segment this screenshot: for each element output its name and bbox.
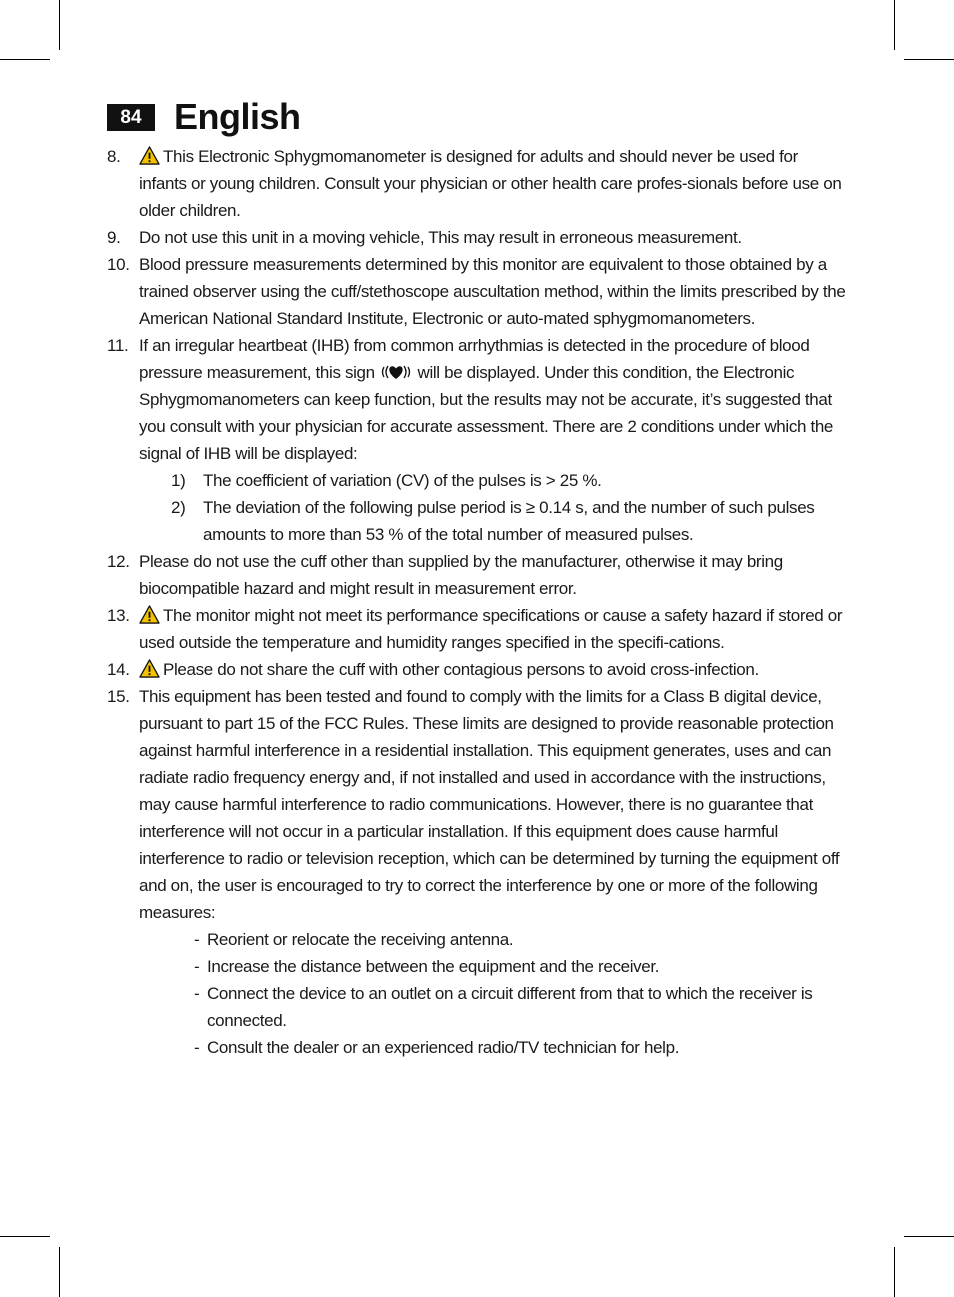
list-item — [107, 143, 849, 224]
item-text: The monitor might not meet its performance specifications or cause a safety hazard if stored or used outside the temperature and humidity ranges specified in the specifi-cations. — [139, 606, 843, 652]
measure-text: Reorient or relocate the receiving antenna. — [207, 930, 514, 949]
item-number: 11. — [107, 336, 129, 355]
list-item — [107, 224, 849, 251]
item-text: will be displayed. Under this condition, the Electronic Sphygmomanometers can keep function, but the results may not be accurate, it’s suggested that you consult with your physician for accurate assessment. There are 2 conditions under which the signal of IHB will be displayed: — [139, 363, 834, 463]
item-number: 9. — [107, 228, 121, 247]
list-item — [107, 656, 849, 683]
measure-text: Increase the distance between the equipment and the receiver. — [207, 957, 660, 976]
item-text: This Electronic Sphygmomanometer is designed for adults and should never be used for infants or young children. Consult your physician or other health care profes-sionals before use on older children. — [139, 147, 842, 220]
measure-item: - Consult the dealer or an experienced radio/TV technician for help. — [194, 1038, 680, 1057]
crop-mark — [59, 0, 60, 50]
crop-mark — [59, 1247, 60, 1297]
measure-item: - Connect the device to an outlet on a circuit different from that to which the receiver is connected. — [194, 984, 813, 1030]
item-text: Blood pressure measurements determined by this monitor are equivalent to those obtained by a trained observer using the cuff/stethoscope auscultation method, within the limits prescribed by the American National Standard Institute, Electronic or auto-mated sphygmomanometers. — [139, 255, 846, 328]
crop-mark — [0, 59, 50, 60]
item-number: 14. — [107, 660, 130, 679]
list-item — [107, 602, 849, 656]
list-item — [107, 251, 849, 332]
item-text: If an irregular heartbeat (IHB) from common arrhythmias is detected in the procedure of blood pressure measurement, this sign — [139, 336, 810, 382]
item-number: 15. — [107, 687, 130, 706]
irregular-heartbeat-icon — [379, 363, 413, 381]
item-number: 12. — [107, 552, 130, 571]
crop-mark — [904, 59, 954, 60]
item-text: Do not use this unit in a moving vehicle, This may result in erroneous measurement. — [139, 228, 742, 247]
crop-mark — [894, 0, 895, 50]
instruction-list — [107, 143, 849, 1061]
crop-mark — [904, 1236, 954, 1237]
crop-mark — [894, 1247, 895, 1297]
item-number: 13. — [107, 606, 130, 625]
item-text: Please do not use the cuff other than supplied by the manufacturer, otherwise it may bring biocompatible hazard and might result in measurement error. — [139, 552, 783, 598]
page-number: 84 — [107, 104, 155, 131]
warning-triangle-icon — [139, 605, 160, 624]
warning-triangle-icon — [139, 659, 160, 678]
item-number: 10. — [107, 255, 130, 274]
measure-text: Connect the device to an outlet on a circuit different from that to which the receiver is connected. — [207, 984, 813, 1030]
page-title: English — [174, 96, 301, 137]
sub-item-text: The deviation of the following pulse period is ≥ 0.14 s, and the number of such pulses amounts to more than 53 % of the total number of measured pulses. — [203, 498, 815, 544]
list-item — [107, 548, 849, 602]
measure-item: - Reorient or relocate the receiving antenna. — [194, 930, 514, 949]
measure-item: - Increase the distance between the equipment and the receiver. — [194, 957, 660, 976]
sub-item-number: 2) — [171, 498, 186, 517]
sub-item-number: 1) — [171, 471, 186, 490]
list-item — [107, 332, 849, 548]
sub-list-item — [139, 467, 849, 494]
list-item — [107, 683, 849, 1061]
item-number: 8. — [107, 147, 121, 166]
crop-mark — [0, 1236, 50, 1237]
warning-triangle-icon — [139, 146, 160, 165]
sub-list-item — [139, 494, 849, 548]
sub-item-text: The coefficient of variation (CV) of the pulses is > 25 %. — [203, 471, 602, 490]
measure-text: Consult the dealer or an experienced radio/TV technician for help. — [207, 1038, 680, 1057]
item-text: Please do not share the cuff with other contagious persons to avoid cross-infection. — [163, 660, 759, 679]
item-text: This equipment has been tested and found to comply with the limits for a Class B digital device, pursuant to part 15 of the FCC Rules. These limits are designed to provide reasonable protection against harmful interference in a residential installation. This equipment generates, uses and can radiate radio frequency energy and, if not installed and used in accordance with the instructions, may cause harmful interference to radio communications. However, there is no guarantee that interference will not occur in a particular installation. If this equipment does cause harmful interference to radio or television reception, which can be determined by turning the equipment off and on, the user is encouraged to try to correct the interference by one or more of the following measures: — [139, 687, 840, 922]
